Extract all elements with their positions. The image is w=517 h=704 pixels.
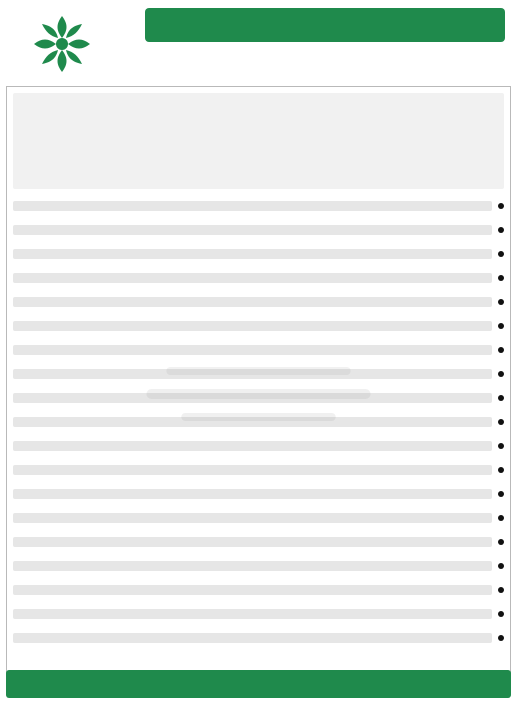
list-item bbox=[13, 581, 504, 599]
list-item bbox=[13, 317, 504, 335]
list-item bbox=[13, 629, 504, 647]
bullet-icon bbox=[498, 395, 504, 401]
bullet-icon bbox=[498, 419, 504, 425]
list-item bbox=[13, 461, 504, 479]
list-item bbox=[13, 365, 504, 383]
bullet-icon bbox=[498, 275, 504, 281]
bullet-icon bbox=[498, 587, 504, 593]
list-item-text bbox=[13, 537, 492, 547]
city-logo bbox=[12, 4, 112, 84]
list-item bbox=[13, 605, 504, 623]
bullet-icon bbox=[498, 323, 504, 329]
items-list bbox=[13, 197, 504, 647]
list-item bbox=[13, 509, 504, 527]
bullet-icon bbox=[498, 443, 504, 449]
list-item-text bbox=[13, 417, 492, 427]
list-item-text bbox=[13, 321, 492, 331]
page-title bbox=[145, 8, 505, 42]
bullet-icon bbox=[498, 203, 504, 209]
notice-body bbox=[6, 86, 511, 678]
list-item bbox=[13, 245, 504, 263]
footer-banner bbox=[6, 670, 511, 698]
list-item-text bbox=[13, 609, 492, 619]
city-logo-icon bbox=[12, 4, 112, 84]
list-item bbox=[13, 413, 504, 431]
bullet-icon bbox=[498, 227, 504, 233]
list-item-text bbox=[13, 585, 492, 595]
list-item bbox=[13, 533, 504, 551]
list-item-text bbox=[13, 633, 492, 643]
intro-text bbox=[13, 93, 504, 189]
list-item bbox=[13, 221, 504, 239]
list-item bbox=[13, 557, 504, 575]
bullet-icon bbox=[498, 371, 504, 377]
list-item bbox=[13, 341, 504, 359]
bullet-icon bbox=[498, 299, 504, 305]
bullet-icon bbox=[498, 539, 504, 545]
list-item bbox=[13, 269, 504, 287]
bullet-icon bbox=[498, 563, 504, 569]
bullet-icon bbox=[498, 467, 504, 473]
list-item-text bbox=[13, 441, 492, 451]
footer-text bbox=[6, 670, 511, 698]
bullet-icon bbox=[498, 515, 504, 521]
list-item bbox=[13, 437, 504, 455]
list-item bbox=[13, 197, 504, 215]
bullet-icon bbox=[498, 611, 504, 617]
list-item-text bbox=[13, 345, 492, 355]
list-item-text bbox=[13, 465, 492, 475]
list-item-text bbox=[13, 249, 492, 259]
list-item bbox=[13, 485, 504, 503]
list-item-text bbox=[13, 201, 492, 211]
list-item-text bbox=[13, 225, 492, 235]
bullet-icon bbox=[498, 347, 504, 353]
list-item-text bbox=[13, 513, 492, 523]
list-item bbox=[13, 389, 504, 407]
list-item-text bbox=[13, 489, 492, 499]
list-item-text bbox=[13, 561, 492, 571]
document-header bbox=[6, 4, 511, 84]
list-item-text bbox=[13, 393, 492, 403]
list-item-text bbox=[13, 297, 492, 307]
list-item-text bbox=[13, 273, 492, 283]
bullet-icon bbox=[498, 251, 504, 257]
bullet-icon bbox=[498, 635, 504, 641]
list-item-text bbox=[13, 369, 492, 379]
title-banner bbox=[145, 8, 505, 42]
list-item bbox=[13, 293, 504, 311]
bullet-icon bbox=[498, 491, 504, 497]
